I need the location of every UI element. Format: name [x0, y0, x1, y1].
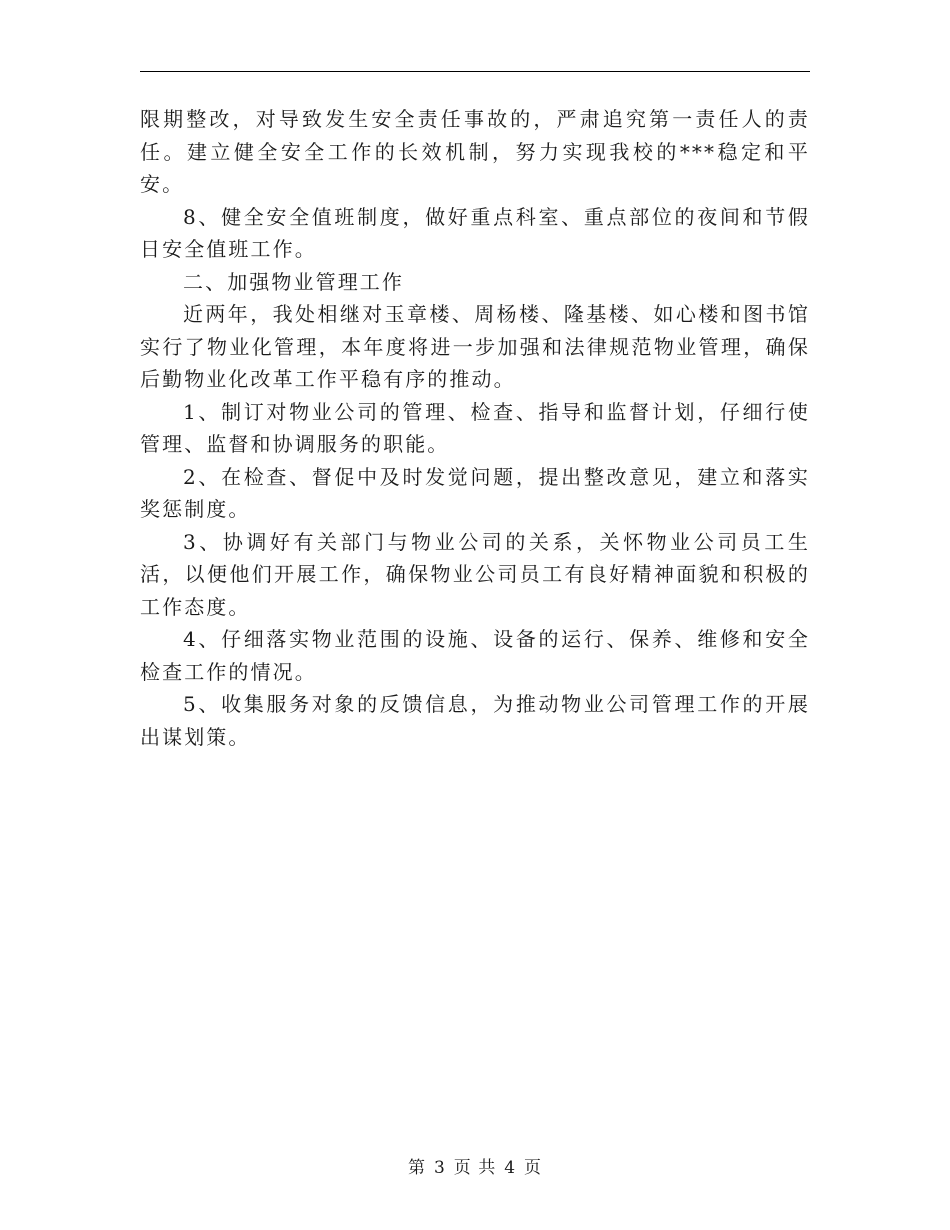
list-item: 1、制订对物业公司的管理、检查、指导和监督计划，仔细行使管理、监督和协调服务的职能。 [140, 399, 810, 456]
paragraph: 8、健全安全值班制度，做好重点科室、重点部位的夜间和节假日安全值班工作。 [140, 204, 810, 261]
footer-middle: 页 共 [453, 1158, 497, 1178]
footer-suffix: 页 [524, 1158, 543, 1178]
paragraph: 限期整改，对导致发生安全责任事故的，严肃追究第一责任人的责任。建立健全安全工作的长效机制，努力实现我校的***稳定和平安。 [140, 107, 810, 196]
list-item: 3、协调好有关部门与物业公司的关系，关怀物业公司员工生活，以便他们开展工作，确保物业公司员工有良好精神面貌和积极的工作态度。 [140, 529, 810, 619]
footer-total-pages: 4 [504, 1158, 517, 1178]
header-rule [140, 71, 810, 72]
document-body [140, 103, 810, 753]
paragraph: 近两年，我处相继对玉章楼、周杨楼、隆基楼、如心楼和图书馆实行了物业化管理，本年度将进一步加强和法律规范物业管理，确保后勤物业化改革工作平稳有序的推动。 [140, 302, 810, 391]
list-item: 4、仔细落实物业范围的设施、设备的运行、保养、维修和安全检查工作的情况。 [140, 627, 810, 684]
section-heading: 二、加强物业管理工作 [183, 269, 404, 294]
list-item: 2、在检查、督促中及时发觉问题，提出整改意见，建立和落实奖惩制度。 [140, 464, 810, 521]
footer-current-page: 3 [433, 1158, 446, 1178]
page-footer [0, 1153, 950, 1178]
footer-prefix: 第 [407, 1158, 426, 1178]
list-item: 5、收集服务对象的反馈信息，为推动物业公司管理工作的开展出谋划策。 [140, 692, 810, 749]
